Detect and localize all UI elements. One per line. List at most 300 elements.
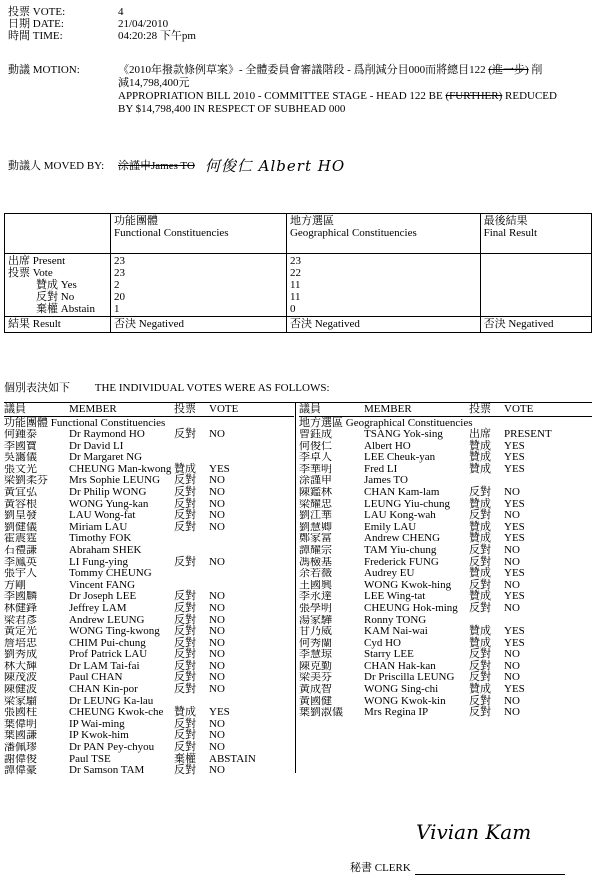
geographical-member-row [299, 522, 592, 534]
member-name-zh: 李鳳英 [4, 556, 37, 568]
member-name-zh: 王國興 [299, 579, 332, 591]
member-name-zh: 譚偉豪 [4, 765, 37, 777]
member-name-en: IP Wai-ming [69, 718, 125, 730]
member-name-zh: 譚耀宗 [299, 544, 332, 556]
mover-block [8, 157, 346, 175]
vote-time: 04:20:28 下午pm [118, 30, 196, 42]
vote-en: NO [209, 764, 225, 777]
member-name-en: CHIM Pui-chung [69, 637, 146, 649]
member-name-zh: 余若薇 [299, 568, 332, 580]
summary-result-label: 結果 Result [5, 317, 111, 333]
member-name-en: James TO [364, 475, 408, 487]
vote-en [209, 568, 279, 580]
member-name-zh: 梁美芬 [299, 672, 332, 684]
vote-en: ABSTAIN [209, 752, 256, 765]
functional-member-row [4, 615, 294, 627]
functional-member-row [4, 742, 294, 754]
vote-en: NO [504, 671, 520, 684]
motion-line3-end: REDUCED [505, 90, 557, 102]
vote-en: NO [209, 601, 225, 614]
member-name-en: Mrs Sophie LEUNG [69, 475, 161, 487]
vote-zh: 贊成 [469, 590, 491, 603]
vote-en: NO [209, 485, 225, 498]
vote-zh [174, 568, 209, 580]
vote-zh: 贊成 [469, 683, 491, 696]
member-name-zh: 黃容根 [4, 498, 37, 510]
geographical-member-row [299, 626, 592, 638]
vote-en: YES [504, 532, 525, 545]
member-name-zh: 梁君彥 [4, 614, 37, 626]
geographical-member-row [299, 707, 592, 719]
vote-zh [174, 533, 209, 545]
geographical-member-row [299, 441, 592, 453]
vote-zh: 反對 [174, 428, 196, 440]
member-name-en: Audrey EU [364, 568, 415, 580]
geographical-column [299, 403, 592, 719]
functional-member-row [4, 499, 294, 511]
member-name-en: Dr LAM Tai-fai [69, 660, 140, 672]
vote-zh: 出席 [469, 428, 491, 440]
geographical-member-row [299, 429, 592, 441]
vote-en: YES [504, 520, 525, 533]
geographical-member-row [299, 638, 592, 650]
member-name-zh: 甘乃威 [299, 626, 332, 638]
clerk-label: 秘書 CLERK [350, 862, 411, 874]
functional-member-row [4, 661, 294, 673]
geographical-member-row [299, 499, 592, 511]
member-name-en: Dr Samson TAM [69, 765, 145, 777]
vote-zh [174, 441, 209, 453]
member-name-zh: 黃成智 [299, 684, 332, 696]
member-name-zh: 方剛 [4, 579, 26, 591]
member-name-en: Starry LEE [364, 649, 414, 661]
vote-zh: 反對 [469, 578, 491, 591]
vote-en [209, 533, 279, 545]
member-name-en: WONG Kwok-kin [364, 695, 446, 707]
functional-column [4, 403, 294, 777]
member-name-en: Dr LEUNG Ka-lau [69, 695, 154, 707]
vote-zh: 反對 [174, 601, 196, 614]
geographical-column-header: 議員 MEMBER 投票 VOTE [299, 403, 592, 417]
member-name-zh: 霍震霆 [4, 533, 37, 545]
member-name-zh: 陳茂波 [4, 672, 37, 684]
vote-en: NO [504, 706, 520, 719]
vote-zh: 反對 [174, 671, 196, 684]
functional-member-row [4, 580, 294, 592]
vote-en: NO [209, 741, 225, 754]
vote-en: NO [209, 428, 225, 440]
time-label: 時間 TIME: [8, 30, 63, 42]
member-name-zh: 陳克勤 [299, 660, 332, 672]
vote-en: NO [209, 683, 225, 696]
member-name-zh: 張學明 [299, 602, 332, 614]
vote-en: NO [504, 543, 520, 556]
column-divider [295, 403, 296, 773]
vote-en: NO [209, 474, 225, 487]
summary-corner-cell [5, 214, 111, 254]
geographical-member-row [299, 487, 592, 499]
member-name-en: Dr Priscilla LEUNG [364, 672, 455, 684]
motion-text [118, 64, 596, 116]
functional-member-row [4, 533, 294, 545]
date-label: 日期 DATE: [8, 18, 64, 30]
functional-member-row [4, 441, 294, 453]
member-name-zh: 梁耀忠 [299, 498, 332, 510]
individual-votes-en: THE INDIVIDUAL VOTES WERE AS FOLLOWS: [94, 382, 330, 394]
member-name-en: WONG Sing-chi [364, 684, 439, 696]
vote-zh: 反對 [174, 659, 196, 672]
summary-geo-header: 地方選區 Geographical Constituencies [286, 214, 480, 254]
member-name-en: WONG Kwok-hing [364, 579, 452, 591]
vote-en: NO [209, 659, 225, 672]
vote-en: NO [209, 520, 225, 533]
geographical-member-row [299, 510, 592, 522]
vote-en: YES [504, 636, 525, 649]
member-name-zh: 李國麟 [4, 591, 37, 603]
vote-en: NO [504, 509, 520, 522]
geographical-member-row [299, 661, 592, 673]
vote-date: 21/04/2010 [118, 18, 169, 30]
vote-en: NO [209, 648, 225, 661]
geographical-member-row [299, 580, 592, 592]
member-name-zh: 何俊仁 [299, 440, 332, 452]
geographical-member-row [299, 557, 592, 569]
member-name-zh: 陳健波 [4, 684, 37, 696]
individual-votes-zh: 個別表決如下 [4, 382, 70, 394]
geographical-member-row [299, 615, 592, 627]
geographical-member-row [299, 696, 592, 708]
member-name-en: Albert HO [364, 440, 411, 452]
functional-member-row [4, 626, 294, 638]
member-name-en: Frederick FUNG [364, 556, 439, 568]
vote-en [209, 545, 279, 557]
member-name-en: Emily LAU [364, 521, 417, 533]
vote-zh: 反對 [469, 706, 491, 719]
vote-en: NO [504, 648, 520, 661]
member-name-zh: 詹培忠 [4, 637, 37, 649]
vote-zh: 反對 [469, 694, 491, 707]
vote-zh: 反對 [469, 601, 491, 614]
vote-zh: 反對 [174, 717, 196, 730]
vote-zh: 反對 [469, 659, 491, 672]
vote-zh: 反對 [469, 555, 491, 568]
functional-member-row [4, 464, 294, 476]
member-name-en: LEE Cheuk-yan [364, 452, 436, 464]
vote-zh: 贊成 [469, 532, 491, 545]
vote-zh: 反對 [174, 613, 196, 626]
vote-header [8, 6, 196, 42]
member-name-zh: 何秀蘭 [299, 637, 332, 649]
vote-zh: 反對 [174, 636, 196, 649]
member-name-en: LAU Wong-fat [69, 510, 136, 522]
functional-member-row [4, 603, 294, 615]
vote-zh: 反對 [174, 764, 196, 777]
member-name-zh: 張宇人 [4, 568, 37, 580]
vote-en: YES [504, 590, 525, 603]
vote-en: YES [504, 451, 525, 464]
member-name-en: Fred LI [364, 463, 398, 475]
vote-zh: 反對 [174, 729, 196, 742]
functional-member-row [4, 591, 294, 603]
member-name-zh: 馮檢基 [299, 556, 332, 568]
member-name-en: LAU Kong-wah [364, 510, 436, 522]
vote-en [209, 441, 279, 453]
functional-member-row [4, 522, 294, 534]
member-name-en: Dr Joseph LEE [69, 591, 137, 603]
vote-en: YES [504, 683, 525, 696]
vote-en: YES [504, 497, 525, 510]
member-name-zh: 吳靄儀 [4, 452, 37, 464]
member-name-zh: 黃定光 [4, 626, 37, 638]
member-name-zh: 李國寶 [4, 440, 37, 452]
member-name-en: Dr David LI [69, 440, 124, 452]
motion-line1: 《2010年撥款條例草案》- 全體委員會審議階段 - 爲削減分目000而將總目122 [118, 64, 486, 76]
geographical-member-row [299, 591, 592, 603]
member-name-zh: 劉江華 [299, 510, 332, 522]
functional-member-row [4, 719, 294, 731]
member-name-en: Paul CHAN [69, 672, 123, 684]
member-name-en: WONG Ting-kwong [69, 626, 160, 638]
vote-zh: 反對 [174, 509, 196, 522]
geographical-member-row [299, 464, 592, 476]
member-name-en: Mrs Regina IP [364, 707, 429, 719]
vote-en: NO [209, 671, 225, 684]
vote-zh: 反對 [174, 625, 196, 638]
motion-label: 動議 MOTION: [8, 64, 80, 76]
vote-zh: 贊成 [469, 497, 491, 510]
member-name-en: LEUNG Yiu-chung [364, 498, 451, 510]
member-name-en: Dr Margaret NG [69, 452, 143, 464]
vote-zh: 反對 [174, 497, 196, 510]
summary-final-result: 否決 Negatived [480, 317, 591, 333]
vote-en: NO [209, 555, 225, 568]
member-name-en: Timothy FOK [69, 533, 132, 545]
geographical-member-row [299, 649, 592, 661]
functional-member-row [4, 452, 294, 464]
member-name-en: TSANG Yok-sing [364, 429, 443, 440]
clerk-signature: Vivian Kam [416, 820, 532, 844]
member-name-en: CHEUNG Man-kwong [69, 463, 172, 475]
functional-member-row [4, 684, 294, 696]
clerk-signature-line [415, 862, 565, 875]
functional-member-row [4, 557, 294, 569]
vote-en: YES [504, 625, 525, 638]
geographical-member-row [299, 684, 592, 696]
geographical-member-row [299, 603, 592, 615]
vote-number-label: 投票 VOTE: [8, 6, 66, 18]
member-name-zh: 陳鑑林 [299, 486, 332, 498]
vote-en: PRESENT [504, 428, 552, 440]
member-name-en: Jeffrey LAM [69, 602, 127, 614]
motion-line1-end: 削 [531, 64, 543, 76]
vote-zh: 反對 [174, 683, 196, 696]
vote-zh: 贊成 [469, 567, 491, 580]
vote-zh: 贊成 [174, 706, 196, 719]
member-name-zh: 潘佩璆 [4, 742, 37, 754]
vote-zh: 反對 [469, 648, 491, 661]
functional-member-row [4, 754, 294, 766]
motion-line1-struck: (進一步) [488, 64, 529, 76]
vote-en: NO [504, 601, 520, 614]
individual-votes-intro [4, 382, 594, 395]
member-name-en: TAM Yiu-chung [364, 544, 437, 556]
geographical-member-row [299, 452, 592, 464]
member-name-en: Vincent FANG [69, 579, 136, 591]
member-name-zh: 劉皇發 [4, 510, 37, 522]
vote-zh: 反對 [174, 485, 196, 498]
vote-en: NO [209, 613, 225, 626]
summary-func-header: 功能團體 Functional Constituencies [111, 214, 287, 254]
vote-en: NO [209, 729, 225, 742]
vote-zh: 反對 [174, 741, 196, 754]
member-name-zh: 梁家騮 [4, 695, 37, 707]
member-name-zh: 曾鈺成 [299, 429, 332, 440]
vote-zh: 反對 [174, 474, 196, 487]
functional-member-row [4, 765, 294, 777]
member-name-zh: 黃宜弘 [4, 486, 37, 498]
functional-column-header: 議員 MEMBER 投票 VOTE [4, 403, 294, 417]
functional-member-row [4, 545, 294, 557]
vote-en: NO [209, 497, 225, 510]
member-name-en: Ronny TONG [364, 614, 427, 626]
summary-geo-counts: 23 22 11 11 0 [286, 254, 480, 317]
functional-member-row [4, 429, 294, 441]
member-name-zh: 林健鋒 [4, 602, 37, 614]
vote-zh: 贊成 [469, 636, 491, 649]
vote-en: YES [504, 567, 525, 580]
summary-final-header: 最後結果 Final Result [480, 214, 591, 254]
summary-func-result: 否決 Negatived [111, 317, 287, 333]
member-name-zh: 何鍾泰 [4, 429, 37, 440]
member-name-en: CHEUNG Kwok-che [69, 707, 164, 719]
individual-votes-table [4, 402, 592, 777]
functional-member-row [4, 696, 294, 708]
vote-zh: 贊成 [174, 462, 196, 475]
member-name-en: LI Fung-ying [69, 556, 128, 568]
vote-en: NO [504, 659, 520, 672]
mover-label: 動議人 MOVED BY: [8, 160, 105, 172]
vote-number: 4 [118, 6, 124, 18]
vote-zh [174, 545, 209, 557]
motion-line4: BY $14,798,400 IN RESPECT OF SUBHEAD 000 [118, 103, 346, 115]
member-name-zh: 李卓人 [299, 452, 332, 464]
geographical-member-row [299, 672, 592, 684]
functional-member-row [4, 638, 294, 650]
member-name-en: Dr Raymond HO [69, 429, 145, 440]
motion-line2: 減14,798,400元 [118, 77, 190, 89]
vote-zh: 反對 [469, 671, 491, 684]
geographical-section-title: 地方選區 Geographical Constituencies [299, 417, 473, 429]
vote-zh: 反對 [174, 520, 196, 533]
member-name-zh: 葉偉明 [4, 718, 37, 730]
member-name-zh: 張文光 [4, 463, 37, 475]
member-name-en: Dr PAN Pey-chyou [69, 742, 155, 754]
motion-block [8, 64, 598, 116]
member-name-zh: 李慧琼 [299, 649, 332, 661]
summary-func-counts: 23 23 2 20 1 [111, 254, 287, 317]
member-name-zh: 涂謹申 [299, 475, 332, 487]
member-name-zh: 石禮謙 [4, 544, 37, 556]
vote-en: YES [209, 462, 230, 475]
vote-zh: 贊成 [469, 625, 491, 638]
vote-en: NO [504, 555, 520, 568]
vote-zh: 反對 [469, 485, 491, 498]
member-name-en: Miriam LAU [69, 521, 128, 533]
summary-final-empty [480, 254, 591, 317]
member-name-en: Paul TSE [69, 753, 111, 765]
member-name-zh: 張國柱 [4, 707, 37, 719]
vote-zh: 棄權 [174, 752, 196, 765]
vote-en: YES [209, 706, 230, 719]
member-name-en: Abraham SHEK [69, 544, 142, 556]
member-name-en: IP Kwok-him [69, 730, 129, 742]
member-name-en: KAM Nai-wai [364, 626, 428, 638]
member-name-en: Andrew CHENG [364, 533, 441, 545]
member-name-en: CHEUNG Hok-ming [364, 602, 458, 614]
clerk-line [350, 862, 565, 875]
functional-member-row [4, 568, 294, 580]
member-name-en: Cyd HO [364, 637, 401, 649]
summary-row-labels: 出席 Present 投票 Vote 贊成 Yes 反對 No 棄權 Abstain [5, 254, 111, 317]
member-name-zh: 林大輝 [4, 660, 37, 672]
vote-zh: 贊成 [469, 451, 491, 464]
vote-en: NO [209, 636, 225, 649]
member-name-en: Tommy CHEUNG [69, 568, 152, 580]
vote-zh: 反對 [174, 648, 196, 661]
vote-zh: 反對 [469, 509, 491, 522]
member-name-zh: 湯家驊 [299, 614, 332, 626]
vote-en: NO [504, 485, 520, 498]
vote-en: NO [209, 509, 225, 522]
member-name-zh: 李華明 [299, 463, 332, 475]
member-name-zh: 黃國健 [299, 695, 332, 707]
vote-zh: 贊成 [469, 439, 491, 452]
member-name-en: CHAN Kam-lam [364, 486, 440, 498]
vote-zh: 贊成 [469, 462, 491, 475]
vote-en: NO [504, 578, 520, 591]
member-name-zh: 葉國謙 [4, 730, 37, 742]
functional-member-row [4, 672, 294, 684]
member-name-en: WONG Yung-kan [69, 498, 149, 510]
member-name-en: Prof Patrick LAU [69, 649, 148, 661]
member-name-en: Dr Philip WONG [69, 486, 147, 498]
geographical-member-row [299, 568, 592, 580]
member-name-en: LEE Wing-tat [364, 591, 426, 603]
mover-handwritten-name: 何俊仁 Albert HO [204, 157, 346, 175]
vote-en: NO [209, 717, 225, 730]
vote-en: NO [504, 694, 520, 707]
summary-table [4, 213, 592, 333]
motion-line3: APPROPRIATION BILL 2010 - COMMITTEE STAGE - HEAD 122 BE [118, 90, 443, 102]
functional-member-row [4, 510, 294, 522]
member-name-zh: 劉慧卿 [299, 521, 332, 533]
vote-en: NO [209, 625, 225, 638]
member-name-zh: 李永達 [299, 591, 332, 603]
vote-zh: 反對 [174, 555, 196, 568]
member-name-en: Andrew LEUNG [69, 614, 145, 626]
functional-section-title: 功能團體 Functional Constituencies [4, 417, 166, 429]
motion-line3-struck: (FURTHER) [445, 90, 503, 102]
member-name-zh: 梁劉柔芬 [4, 475, 48, 487]
vote-en: NO [209, 590, 225, 603]
member-name-zh: 劉健儀 [4, 521, 37, 533]
vote-zh: 反對 [469, 543, 491, 556]
geographical-member-row [299, 533, 592, 545]
geographical-member-row [299, 545, 592, 557]
geographical-member-row [299, 475, 592, 487]
member-name-zh: 葉劉淑儀 [299, 707, 343, 719]
functional-member-row [4, 730, 294, 742]
